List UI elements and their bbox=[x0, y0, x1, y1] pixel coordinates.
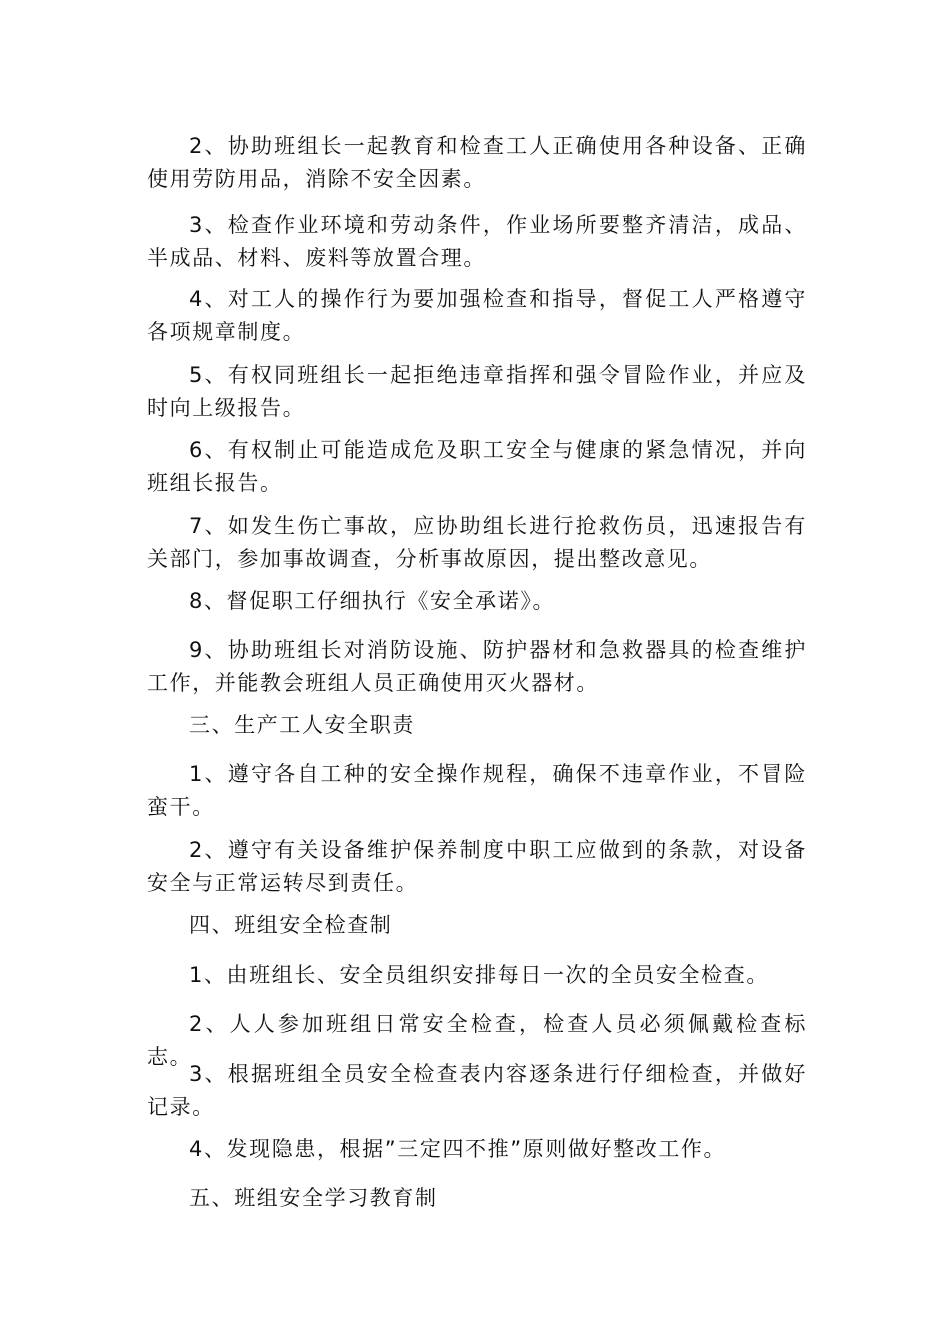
paragraph-11: 1、由班组长、安全员组织安排每日一次的全员安全检查。 bbox=[189, 963, 769, 987]
paragraph-6: 7、如发生伤亡事故，应协助组长进行抢救伤员，迅速报告有关部门，参加事故调查，分析事故原因，提出整改意见。 bbox=[147, 514, 807, 571]
paragraph-13: 3、根据班组全员安全检查表内容逐条进行仔细检查，并做好记录。 bbox=[147, 1062, 807, 1119]
section-heading-3: 三、生产工人安全职责 bbox=[189, 713, 415, 737]
paragraph-8: 9、协助班组长对消防设施、防护器材和急救器具的检查维护工作，并能教会班组人员正确使用灭火器材。 bbox=[147, 638, 807, 695]
section-heading-5: 五、班组安全学习教育制 bbox=[189, 1186, 438, 1210]
paragraph-5: 6、有权制止可能造成危及职工安全与健康的紧急情况，并向班组长报告。 bbox=[147, 438, 807, 495]
paragraph-2: 3、检查作业环境和劳动条件，作业场所要整齐清洁，成品、半成品、材料、废料等放置合理。 bbox=[147, 213, 807, 270]
paragraph-1: 2、协助班组长一起教育和检查工人正确使用各种设备、正确使用劳防用品，消除不安全因素。 bbox=[147, 134, 807, 191]
section-heading-4: 四、班组安全检查制 bbox=[189, 913, 393, 937]
paragraph-7: 8、督促职工仔细执行《安全承诺》。 bbox=[189, 589, 556, 613]
paragraph-12: 2、人人参加班组日常安全检查，检查人员必须佩戴检查标志。 bbox=[147, 1012, 807, 1069]
paragraph-4: 5、有权同班组长一起拒绝违章指挥和强令冒险作业，并应及时向上级报告。 bbox=[147, 363, 807, 420]
paragraph-14: 4、发现隐患，根据”三定四不推”原则做好整改工作。 bbox=[189, 1137, 727, 1161]
paragraph-10: 2、遵守有关设备维护保养制度中职工应做到的条款，对设备安全与正常运转尽到责任。 bbox=[147, 838, 807, 895]
paragraph-9: 1、遵守各自工种的安全操作规程，确保不违章作业，不冒险蛮干。 bbox=[147, 762, 807, 819]
paragraph-3: 4、对工人的操作行为要加强检查和指导，督促工人严格遵守各项规章制度。 bbox=[147, 287, 807, 344]
